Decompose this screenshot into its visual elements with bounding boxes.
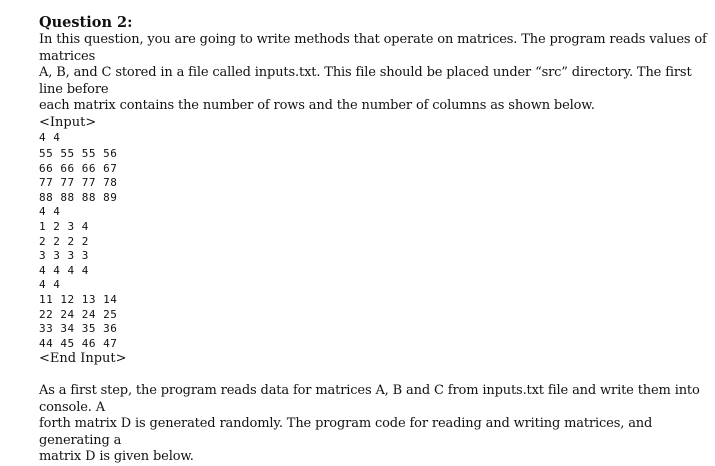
question-heading: Question 2: bbox=[39, 14, 133, 31]
closing-line: forth matrix D is generated randomly. The program code for reading and writing matrices, and generating a bbox=[39, 416, 653, 448]
input-open-tag: <Input> bbox=[39, 114, 97, 130]
closing-line: matrix D is given below. bbox=[39, 449, 194, 465]
input-line: 4 4 bbox=[39, 205, 61, 219]
closing-line: As a first step, the program reads data for matrices A, B and C from inputs.txt file and write them into console. A bbox=[39, 383, 700, 415]
intro-paragraph bbox=[39, 32, 709, 115]
input-line: 4 4 4 4 bbox=[39, 263, 89, 277]
input-line: 88 88 88 89 bbox=[39, 190, 118, 204]
input-line: 4 4 bbox=[39, 278, 61, 292]
intro-line: each matrix contains the number of rows and the number of columns as shown below. bbox=[39, 98, 595, 113]
closing-paragraph bbox=[39, 383, 709, 466]
input-listing bbox=[39, 131, 709, 352]
input-line: 22 24 24 25 bbox=[39, 307, 118, 321]
input-line: 77 77 77 78 bbox=[39, 176, 118, 190]
intro-line: In this question, you are going to write methods that operate on matrices. The program reads values of matrices bbox=[39, 32, 707, 64]
input-line: 4 4 bbox=[39, 130, 61, 144]
input-line: 3 3 3 3 bbox=[39, 249, 89, 263]
input-line: 2 2 2 2 bbox=[39, 234, 89, 248]
input-line: 1 2 3 4 bbox=[39, 220, 89, 234]
input-line: 11 12 13 14 bbox=[39, 293, 118, 307]
input-line: 66 66 66 67 bbox=[39, 161, 118, 175]
intro-line: A, B, and C stored in a file called inputs.txt. This file should be placed under “src” directory. The first line before bbox=[39, 65, 692, 97]
input-line: 33 34 35 36 bbox=[39, 322, 118, 336]
input-line: 44 45 46 47 bbox=[39, 336, 118, 350]
document-body bbox=[39, 14, 709, 466]
input-line: 55 55 55 56 bbox=[39, 147, 118, 161]
input-close-tag: <End Input> bbox=[39, 351, 127, 367]
